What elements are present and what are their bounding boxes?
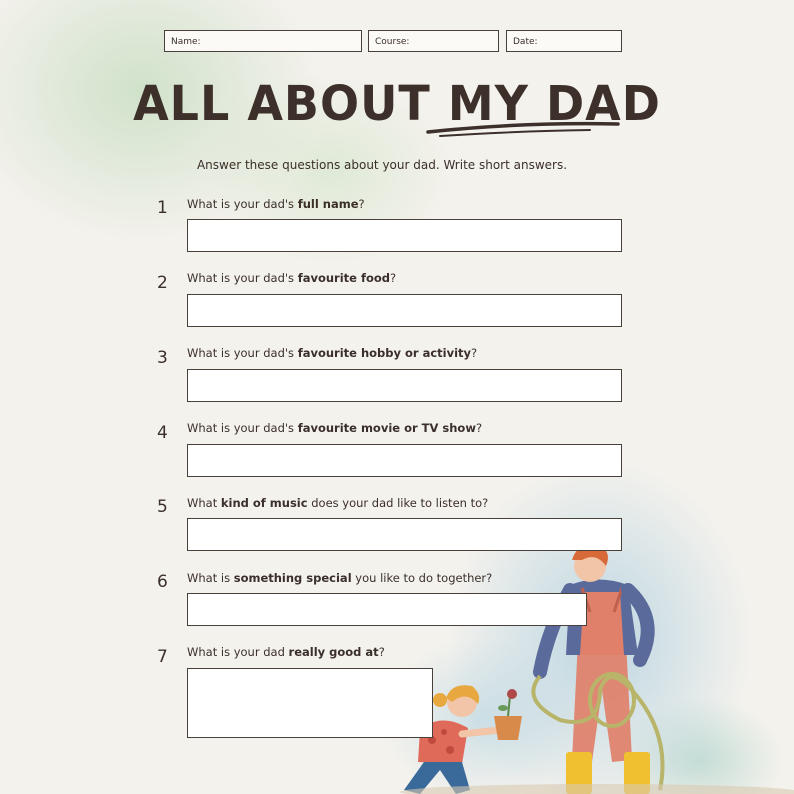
answer-4-box[interactable] (187, 444, 622, 477)
answer-7-box[interactable] (187, 668, 433, 738)
question-2-number: 2 (157, 273, 168, 293)
question-4-text: What is your dad's favourite movie or TV show? (187, 421, 483, 435)
question-5-text: What kind of music does your dad like to listen to? (187, 496, 489, 510)
name-label: Name: (171, 37, 201, 47)
course-label: Course: (375, 37, 410, 47)
answer-2-box[interactable] (187, 294, 622, 327)
question-7-text: What is your dad really good at? (187, 645, 385, 659)
title-part-1: ALL ABOUT (133, 74, 431, 132)
instructions: Answer these questions about your dad. Write short answers. (196, 158, 568, 172)
title-part-2: MY DAD (447, 74, 661, 132)
answer-5-box[interactable] (187, 518, 622, 551)
question-2-text: What is your dad's favourite food? (187, 271, 397, 285)
question-3-number: 3 (157, 348, 168, 368)
answer-3-box[interactable] (187, 369, 622, 402)
question-5-number: 5 (157, 497, 168, 517)
question-7-number: 7 (157, 647, 168, 667)
question-4-number: 4 (157, 423, 168, 443)
question-6-number: 6 (157, 572, 168, 592)
question-3-text: What is your dad's favourite hobby or activity? (187, 346, 478, 360)
answer-6-box[interactable] (187, 593, 587, 626)
question-6-text: What is something special you like to do together? (187, 571, 493, 585)
date-label: Date: (513, 37, 538, 47)
question-1-number: 1 (157, 198, 168, 218)
answer-1-box[interactable] (187, 219, 622, 252)
question-1-text: What is your dad's full name? (187, 197, 365, 211)
